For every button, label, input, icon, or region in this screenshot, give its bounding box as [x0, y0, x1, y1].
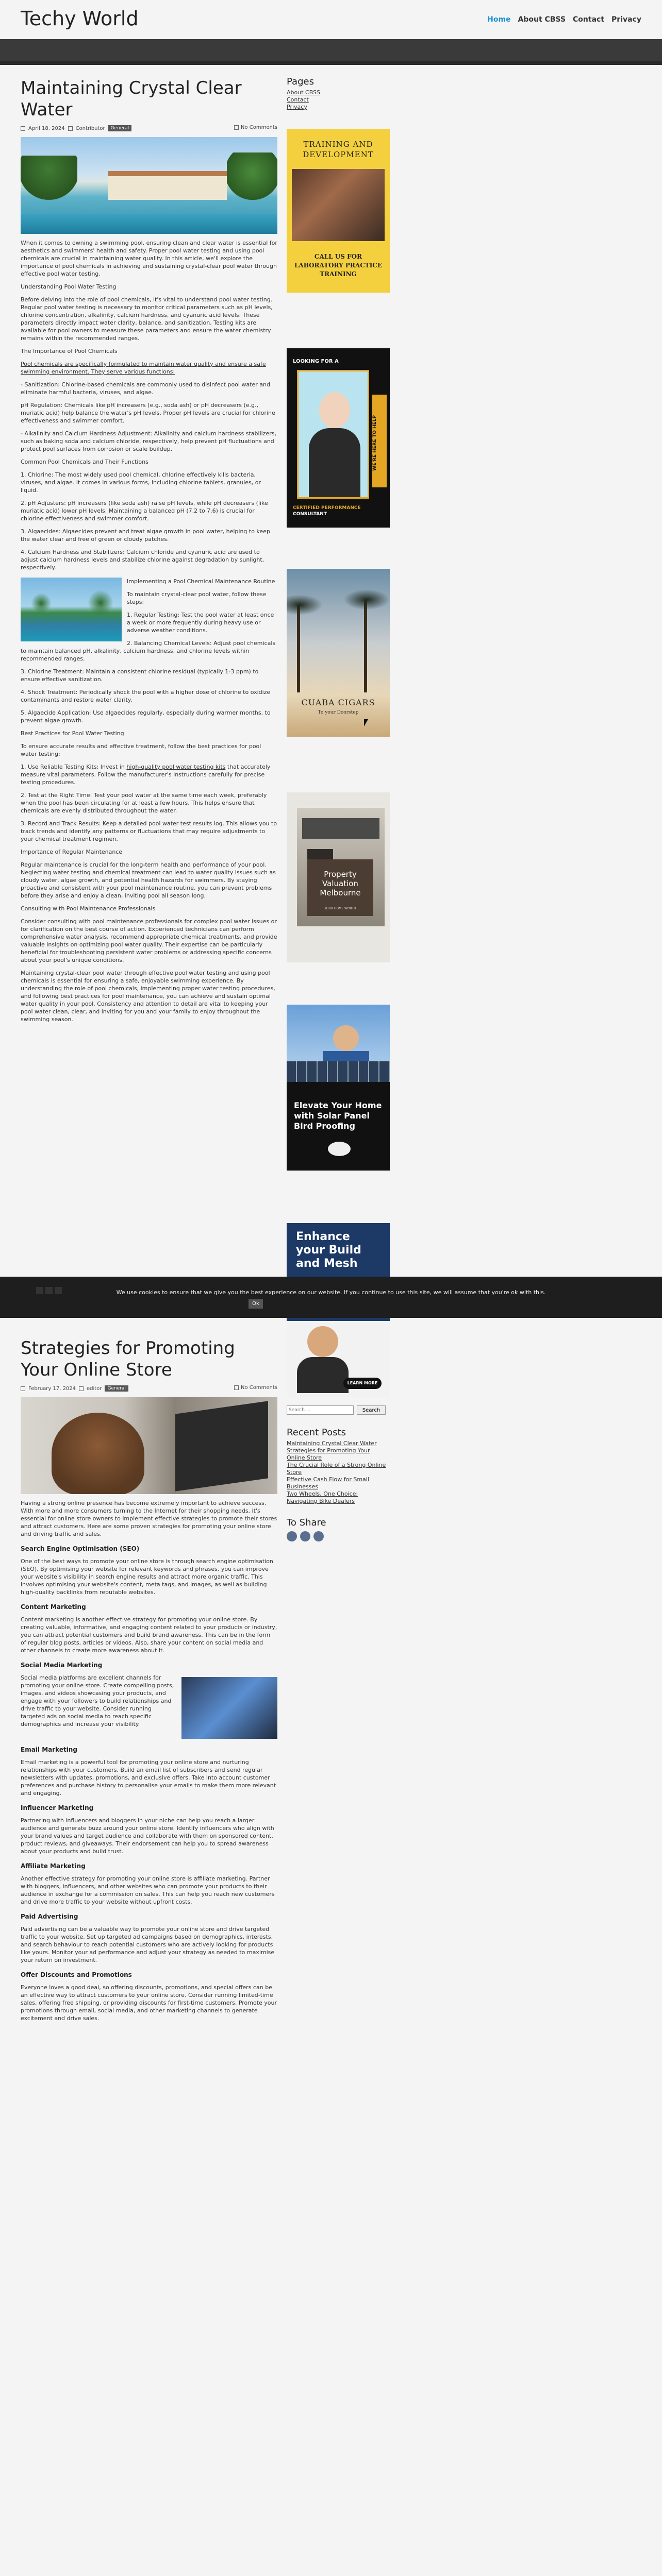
consult-ad-top: LOOKING FOR A	[293, 359, 339, 364]
consult-ad-bottom1: CERTIFIED PERFORMANCE	[293, 505, 361, 511]
training-cta2: LABORATORY PRACTICE	[294, 262, 383, 269]
paragraph: Another effective strategy for promoting your online store is affiliate marketing. Partner with bloggers, influencers, and other websites who can promote your products to their audience in exchange for a commission on sales. This can help you reach new customers and drive more traffic to your website without upfront costs.	[21, 1875, 275, 1905]
cookie-text: We use cookies to ensure that we give you the best experience on our website. If you continue to use this site, we will assume that you're ok with this.	[116, 1289, 546, 1296]
sidebar-lower	[287, 1405, 390, 1541]
site-header	[0, 0, 662, 39]
paragraph: 1. Chlorine: The most widely used pool chemical, chlorine effectively kills bacteria, viruses, and algae. It comes in various forms, including chlorine tablets, granules, or liquid.	[21, 471, 261, 494]
section-heading: Implementing a Pool Chemical Maintenance Routine	[127, 578, 275, 585]
section-heading: Consulting with Pool Maintenance Professionals	[21, 905, 156, 912]
property-ad-title2: Valuation	[322, 879, 358, 888]
site-title[interactable]: Techy World	[21, 7, 139, 30]
user-icon	[68, 126, 73, 131]
twitter-icon[interactable]	[45, 1287, 53, 1294]
section-heading: The Importance of Pool Chemicals	[21, 348, 118, 354]
paragraph: Email marketing is a powerful tool for promoting your online store and nurturing relationships with your customers. Build an email list of subscribers and send regular newsletters with updates, promotions, and exclusive offers. Take into account customer preferences and purchase history to personalise your emails to make them more relevant and engaging.	[21, 1759, 276, 1797]
search-button[interactable]: Search	[357, 1405, 386, 1415]
consultant-ad[interactable]	[287, 348, 390, 528]
category-badge[interactable]: General	[108, 125, 131, 131]
section-heading: Offer Discounts and Promotions	[21, 1971, 132, 1978]
nav-home[interactable]: Home	[487, 15, 511, 24]
facebook-share-icon[interactable]	[287, 1531, 297, 1541]
paragraph: Regular maintenance is crucial for the long-term health and performance of your pool. Neglecting water testing and chemical treatment can lead to water quality issues such as cloudy water, algae growth, and potential health hazards for swimmers. By staying proactive and consistent with your pool maintenance routine, you can prevent problems before they arise and enjoy a clean, inviting pool all season long.	[21, 861, 276, 899]
facebook-icon[interactable]	[36, 1287, 43, 1294]
post-date[interactable]: April 18, 2024	[28, 125, 65, 131]
list-item: 2. Balancing Chemical Levels: Adjust pool chemicals to maintain balanced pH, alkalinity, calcium hardness, and chlorine levels within recommended ranges.	[21, 640, 276, 662]
recent-post-link[interactable]: Strategies for Promoting Your Online Store	[287, 1447, 370, 1461]
header-banner	[0, 39, 662, 65]
paragraph: - Sanitization: Chlorine-based chemicals are commonly used to disinfect pool water and eliminate harmful bacteria, viruses, and algae.	[21, 381, 270, 396]
section-heading: Email Marketing	[21, 1746, 77, 1753]
comment-icon	[234, 125, 239, 130]
palm-tree-right	[364, 600, 367, 692]
mesh-ad-text3: and Mesh	[296, 1257, 358, 1270]
linkedin-share-icon[interactable]	[313, 1531, 324, 1541]
section-heading: Best Practices for Pool Water Testing	[21, 730, 124, 737]
nav-about[interactable]: About CBSS	[518, 15, 566, 24]
recent-post-link[interactable]: Maintaining Crystal Clear Water	[287, 1440, 377, 1447]
linkedin-icon[interactable]	[55, 1287, 62, 1294]
post-date[interactable]: February 17, 2024	[28, 1385, 76, 1392]
section-heading: Importance of Regular Maintenance	[21, 849, 123, 855]
sidebar-link-privacy[interactable]: Privacy	[287, 104, 307, 110]
post-title[interactable]: Maintaining Crystal Clear Water	[21, 78, 242, 120]
post-meta	[21, 125, 277, 132]
post-author[interactable]: editor	[87, 1385, 102, 1392]
search-input[interactable]	[287, 1405, 354, 1415]
solar-ad[interactable]	[287, 1005, 390, 1171]
recent-post-link[interactable]: Two Wheels, One Choice: Navigating Bike Dealers	[287, 1490, 358, 1504]
cigar-ad-sub: To your Doorstep	[318, 710, 359, 715]
calendar-icon	[21, 126, 25, 131]
section-heading: Social Media Marketing	[21, 1662, 103, 1669]
list-item: 1. Use Reliable Testing Kits: Invest in high-quality pool water testing kits that accurately measure vital parameters. Follow the manufacturer's instructions carefully for precise testing procedures.	[21, 764, 271, 786]
post-online-store	[21, 1337, 277, 2022]
paragraph: 3. Algaecides: Algaecides prevent and treat algae growth in pool water, helping to keep the water clear and free of green or cloudy patches.	[21, 528, 270, 543]
training-cta3: TRAINING	[320, 270, 357, 278]
list-item: 5. Algaecide Application: Use algaecides regularly, especially during warmer months, to prevent algae growth.	[21, 709, 271, 724]
section-heading: Understanding Pool Water Testing	[21, 283, 117, 290]
section-heading: Common Pool Chemicals and Their Functions	[21, 459, 148, 465]
sidebar-pages	[287, 76, 390, 111]
social-icons-hidden	[36, 1287, 62, 1294]
consultant-photo	[297, 370, 369, 499]
mesh-ad-text2: your Build	[296, 1244, 361, 1257]
pages-title: Pages	[287, 76, 314, 87]
paragraph: Everyone loves a good deal, so offering discounts, promotions, and special offers can be an effective way to attract customers to your online store. Consider running limited-time sales, offering free shipping, or providing discounts for first-time customers. Promote your promotions through email, social media, and other marketing channels to generate excitement and drive sales.	[21, 1984, 277, 2022]
main-nav	[487, 15, 641, 24]
consult-ad-side: WE'RE HERE TO HELP	[372, 415, 377, 471]
property-ad-title3: Melbourne	[320, 888, 361, 897]
worker-image	[287, 1005, 390, 1082]
recent-posts-title: Recent Posts	[287, 1427, 346, 1438]
pigeon-icon	[328, 1142, 351, 1156]
paragraph: Pool chemicals are specifically formulated to maintain water quality and ensure a safe swimming environment. They serve various functions:	[21, 361, 266, 375]
testing-kits-link[interactable]: high-quality pool water testing kits	[126, 764, 226, 770]
cursor-icon	[364, 719, 368, 726]
list-item: 3. Record and Track Results: Keep a detailed pool water test results log. This allows you to track trends and identify any patterns or fluctuations that may require adjustments to your chemical treatment regimen.	[21, 820, 277, 842]
solar-ad-text: Elevate Your Home with Solar Panel Bird Proofing	[294, 1100, 382, 1131]
post-title[interactable]: Strategies for Promoting Your Online Store	[21, 1338, 235, 1380]
training-ad[interactable]	[287, 129, 390, 293]
recent-post-link[interactable]: The Crucial Role of a Strong Online Store	[287, 1462, 386, 1476]
resort-image	[21, 578, 122, 641]
paragraph: - Alkalinity and Calcium Hardness Adjustment: Alkalinity and calcium hardness stabilizers, such as baking soda and calcium chloride, respectively, help prevent pH fluctuations and protect pool surfaces from corrosion or scale buildup.	[21, 430, 276, 452]
paragraph: 2. pH Adjusters: pH increasers (like soda ash) raise pH levels, while pH decreasers (like muriatic acid) lower pH levels. Maintaining a balanced pH (7.2 to 7.6) is crucial for chlorine effectiveness and swimmer comfort.	[21, 500, 268, 522]
paragraph: pH Regulation: Chemicals like pH increasers (e.g., soda ash) or pH decreasers (e.g., muriatic acid) help balance the water's pH levels. Proper pH levels are crucial for chlorine effectiveness and swimmer comfort.	[21, 402, 275, 424]
list-item: 4. Shock Treatment: Periodically shock the pool with a higher dose of chlorine to oxidize contaminants and restore water clarity.	[21, 689, 271, 703]
paragraph: To ensure accurate results and effective treatment, follow the best practices for pool water testing:	[21, 743, 261, 757]
paragraph: Paid advertising can be a valuable way to promote your online store and drive targeted traffic to your website. Set up targeted ad campaigns based on demographics, interests, and search behaviour to reach potential customers who are actively looking for products like yours. Monitor your ad performance and adjust your strategy as needed to maximise your return on investment.	[21, 1926, 275, 1963]
cookie-banner	[0, 1277, 662, 1318]
training-ad-line2: DEVELOPMENT	[303, 150, 374, 159]
category-badge[interactable]: General	[105, 1385, 128, 1392]
intro-paragraph: Having a strong online presence has become extremely important to achieve success. With more and more consumers turning to the Internet for their shopping needs, it's essential for online store owners to implement effective strategies to promote their stores and attract customers. Here are some proven strategies for promoting your online store and driving traffic and sales.	[21, 1500, 277, 1537]
learn-more-button[interactable]: LEARN MORE	[343, 1378, 382, 1389]
calendar-icon	[21, 1386, 25, 1391]
worker-photo	[307, 1326, 338, 1357]
palm-tree-left	[297, 605, 300, 692]
property-ad[interactable]	[287, 792, 390, 962]
paragraph: Content marketing is another effective strategy for promoting your online store. By creating valuable, informative, and engaging content related to your products or industry, you can attract potential customers and build brand awareness. This can be in the form of regular blog posts, articles or videos. Also, share your content on social media and other channels to create more awareness about it.	[21, 1616, 277, 1654]
section-heading: Influencer Marketing	[21, 1804, 94, 1811]
paragraph: Social media platforms are excellent channels for promoting your online store. Create compelling posts, images, and videos showcasing your products, and engage with your followers to build relationships and drive traffic to your website. Consider running targeted ads on social media to reach specific demographics and increase your visibility.	[21, 1674, 174, 1727]
pool-image	[21, 137, 277, 234]
mesh-ad-text1: Enhance	[296, 1230, 350, 1243]
list-item: 3. Chlorine Treatment: Maintain a consistent chlorine residual (typically 1-3 ppm) to ensure effective sanitization.	[21, 668, 259, 683]
sidebar-link-about[interactable]: About CBSS	[287, 89, 321, 96]
paragraph: Partnering with influencers and bloggers in your niche can help you reach a larger audience and generate buzz around your online store. Identify influencers who align with your brand values and target audience and collaborate with them on sponsored content, product reviews, and giveaways. Their endorsement can help you to spread awareness about your products and build trust.	[21, 1817, 274, 1855]
paragraph: To maintain crystal-clear pool water, follow these steps:	[127, 591, 267, 605]
post-comments[interactable]: No Comments	[241, 125, 277, 130]
cookie-ok-button[interactable]: Ok	[249, 1299, 263, 1309]
comment-icon	[234, 1385, 239, 1390]
property-ad-title1: Property	[324, 870, 357, 879]
property-ad-sub: YOUR HOME WORTH	[324, 907, 356, 910]
paragraph: Before delving into the role of pool chemicals, it's vital to understand pool water testing. Regular pool water testing is necessary to monitor critical parameters such as pH levels, chlorine concentration, alkalinity, calcium hardness, and cyanuric acid levels. These parameters directly impact water clarity, balance, and sanitization. Testing kits are available for pool owners to measure these parameters and ensure the water chemistry remains within the recommended ranges.	[21, 296, 273, 342]
training-ad-line1: TRAINING AND	[303, 140, 373, 149]
consult-ad-bottom2: CONSULTANT	[293, 512, 327, 517]
sidebar-link-contact[interactable]: Contact	[287, 96, 309, 103]
twitter-share-icon[interactable]	[300, 1531, 310, 1541]
post-meta	[21, 1385, 277, 1392]
section-heading: Paid Advertising	[21, 1913, 78, 1920]
recent-post-link[interactable]: Effective Cash Flow for Small Businesses	[287, 1476, 369, 1490]
post-comments[interactable]: No Comments	[241, 1385, 277, 1391]
phone-image	[181, 1677, 277, 1739]
training-cta1: CALL US FOR	[314, 253, 362, 260]
paragraph: Maintaining crystal-clear pool water through effective pool water testing and using pool chemicals is essential for ensuring a safe, enjoyable swimming experience. By understanding the role of pool chemicals, implementing proper water testing procedures, and following best practices for pool maintenance, you can achieve and sustain optimal water quality in your pool. Consistency and attention to detail are vital to keeping your pool water clean, clear, and inviting for you and your family to enjoy throughout the swimming season.	[21, 970, 275, 1023]
post-author[interactable]: Contributor	[75, 125, 105, 131]
nav-privacy[interactable]: Privacy	[611, 15, 641, 24]
dog-laptop-image	[21, 1397, 277, 1494]
lab-image	[292, 169, 385, 241]
section-heading: Affiliate Marketing	[21, 1862, 86, 1870]
paragraph: Consider consulting with pool maintenance professionals for complex pool water issues or for clarification on the best course of action. Experienced technicians can perform comprehensive water analysis, recommend appropriate chemical treatments, and provide valuable insights on optimizing pool water quality. Their expertise can be particularly beneficial for troubleshooting persistent water problems or addressing specific concerns about your pool's unique conditions.	[21, 918, 277, 963]
nav-contact[interactable]: Contact	[573, 15, 605, 24]
paragraph: 4. Calcium Hardness and Stabilizers: Calcium chloride and cyanuric acid are used to adjust calcium hardness levels and stabilize chlorine against degradation by sunlight, respectively.	[21, 549, 264, 571]
post-maintaining-water	[21, 77, 277, 1023]
list-item: 1. Regular Testing: Test the pool water at least once a week or more frequently during heavy use or adverse weather conditions.	[127, 612, 274, 634]
cigar-ad[interactable]	[287, 569, 390, 737]
list-item: 2. Test at the Right Time: Test your pool water at the same time each week, preferably when the pool has been circulating for at least a few hours. This helps ensure that chemicals are evenly distributed throughout the water.	[21, 792, 267, 814]
paragraph: One of the best ways to promote your online store is through search engine optimisation (SEO). By optimising your website for relevant keywords and phrases, you can improve your website's visibility in search engine results and attract more organic traffic. This involves optimising your website's content, meta tags, and images, as well as building high-quality backlinks from reputable websites.	[21, 1558, 273, 1596]
cigar-ad-title: CUABA CIGARS	[301, 698, 375, 707]
section-heading: Search Engine Optimisation (SEO)	[21, 1545, 140, 1552]
intro-paragraph: When it comes to owning a swimming pool, ensuring clean and clear water is essential for aesthetics and swimmers' health and safety. Proper pool water testing and using pool chemicals are crucial in maintaining water quality. In this article, we'll explore the importance of pool chemicals in achieving and sustaining crystal-clear pool water through effective pool water testing.	[21, 240, 277, 277]
user-icon	[79, 1386, 84, 1391]
share-title: To Share	[287, 1517, 326, 1528]
section-heading: Content Marketing	[21, 1603, 86, 1611]
